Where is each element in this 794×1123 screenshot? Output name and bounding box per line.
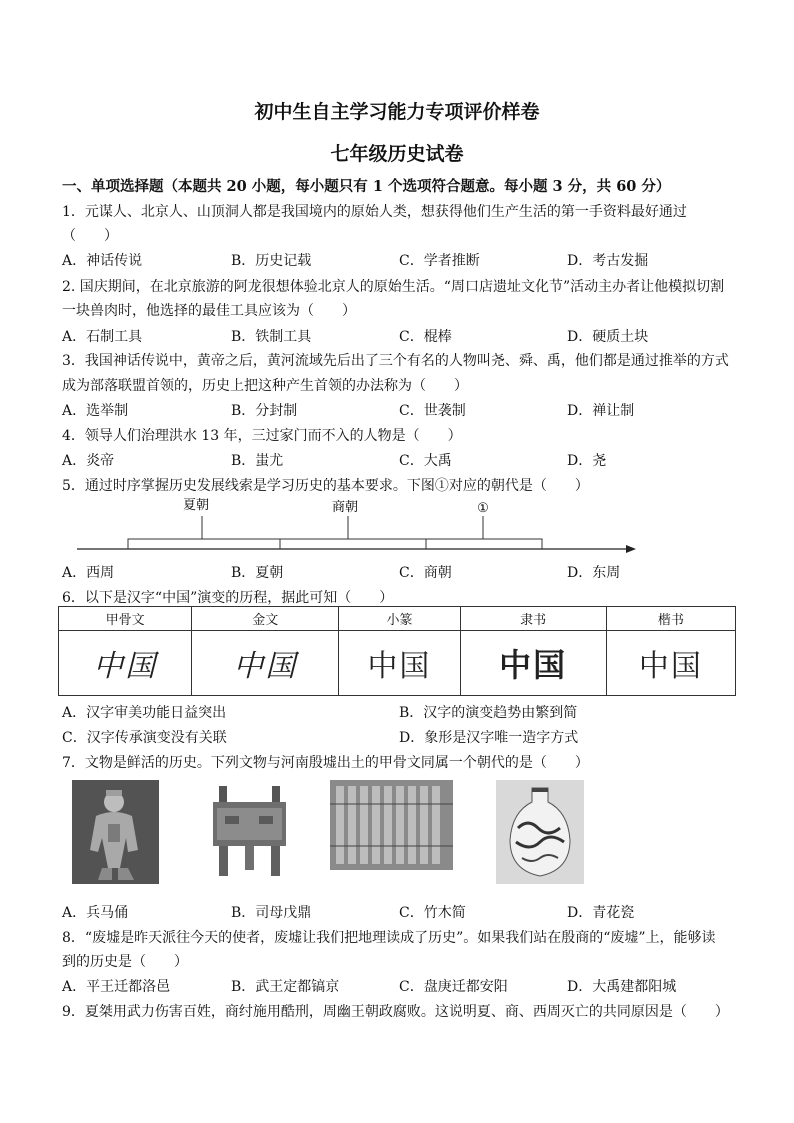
q1-option-b: B．历史记载 <box>231 253 312 269</box>
q2-option-b: B．铁制工具 <box>231 329 312 345</box>
glyph-small-seal <box>339 631 460 696</box>
q1-option-d: D．考古发掘 <box>567 253 649 269</box>
q7-option-c: C．竹木简 <box>399 905 466 921</box>
exam-title: 初中生自主学习能力专项评价样卷 <box>254 101 540 123</box>
timeline-bracket-xia <box>128 539 280 549</box>
blue-white-porcelain-photo <box>496 780 584 884</box>
header-clerical: 隶书 <box>460 607 606 631</box>
question-2-text: 2. 国庆期间，在北京旅游的阿龙很想体验北京人的原始生活。“周口店遗址文化节”活动主办者让他模拟切割 <box>62 279 725 295</box>
q7-option-a: A．兵马俑 <box>62 905 129 921</box>
script-evolution-table <box>58 606 736 696</box>
q4-option-a: A．炎帝 <box>62 453 115 469</box>
header-regular: 楷书 <box>606 607 735 631</box>
exam-subtitle: 七年级历史试卷 <box>330 143 464 165</box>
header-small-seal: 小篆 <box>339 607 460 631</box>
question-3-text-2: 成为部落联盟首领的，历史上把这种产生首领的办法称为（ ） <box>62 378 468 394</box>
q3-option-a: A．选举制 <box>62 403 129 419</box>
question-2-text-2: 一块兽肉时，他选择的最佳工具应该为（ ） <box>62 303 356 319</box>
q2-option-a: A．石制工具 <box>62 329 143 345</box>
header-bronze: 金文 <box>192 607 339 631</box>
question-8-text: 8．“废墟是昨天派往今天的使者，废墟让我们把地理读成了历史”。如果我们站在殷商的“废墟”上，能够读 <box>62 930 716 946</box>
q5-option-b: B．夏朝 <box>231 565 284 581</box>
simuwu-ding-photo <box>207 780 292 884</box>
question-3-text: 3．我国神话传说中，黄帝之后，黄河流域先后出了三个有名的人物叫尧、舜、禹，他们都是通过推举的方式 <box>62 353 729 369</box>
q7-option-b: B．司母戊鼎 <box>231 905 312 921</box>
question-5-text: 5．通过时序掌握历史发展线索是学习历史的基本要求。下图①对应的朝代是（ ） <box>62 478 589 494</box>
question-7-text: 7．文物是鲜活的历史。下列文物与河南殷墟出土的甲骨文同属一个朝代的是（ ） <box>62 755 589 771</box>
timeline-label-shang: 商朝 <box>331 500 359 515</box>
header-oracle-bone: 甲骨文 <box>59 607 192 631</box>
question-9-text: 9．夏桀用武力伤害百姓，商纣施用酷刑，周幽王朝政腐败。这说明夏、商、西周灭亡的共同原因是（ ） <box>62 1004 729 1020</box>
q5-option-a: A．西周 <box>62 565 115 581</box>
q7-option-d: D．青花瓷 <box>567 905 635 921</box>
terracotta-warrior-photo <box>72 780 159 884</box>
timeline-label-xia: 夏朝 <box>182 498 210 513</box>
q3-option-c: C．世袭制 <box>399 403 466 419</box>
bamboo-slips-photo <box>330 780 453 884</box>
q6-option-a: A．汉字审美功能日益突出 <box>62 705 227 721</box>
q5-option-d: D．东周 <box>567 565 621 581</box>
q2-option-c: C．棍棒 <box>399 329 452 345</box>
timeline-bracket-shang <box>280 539 426 549</box>
question-4-text: 4．领导人们治理洪水 13 年，三过家门而不入的人物是（ ） <box>62 428 462 444</box>
glyph-bronze <box>192 631 339 696</box>
glyph-oracle-bone <box>59 631 192 696</box>
glyph-regular <box>606 631 735 696</box>
q5-option-c: C．商朝 <box>399 565 452 581</box>
glyph-bronze-text: 中国 <box>233 649 298 684</box>
glyph-clerical-text: 中国 <box>499 647 568 683</box>
timeline-arrow <box>626 545 636 553</box>
q8-option-d: D．大禹建都阳城 <box>567 979 677 995</box>
q1-option-c: C．学者推断 <box>399 253 480 269</box>
q4-option-c: C．大禹 <box>399 453 452 469</box>
q4-option-d: D．尧 <box>567 453 607 469</box>
q6-option-d: D．象形是汉字唯一造字方式 <box>399 730 579 746</box>
glyph-small-seal-text: 中国 <box>367 649 432 684</box>
glyph-oracle-bone-text: 中国 <box>93 649 158 684</box>
question-1-text: 1．元谋人、北京人、山顶洞人都是我国境内的原始人类，想获得他们生产生活的第一手资料最好通过 <box>62 204 687 220</box>
q6-option-c: C．汉字传承演变没有关联 <box>62 730 227 746</box>
question-6-text: 6．以下是汉字“中国”演变的历程，据此可知（ ） <box>62 590 394 606</box>
q8-option-a: A．平王迁都洛邑 <box>62 979 171 995</box>
q8-option-c: C．盘庚迁都安阳 <box>399 979 508 995</box>
timeline-bracket-1 <box>426 539 542 549</box>
q3-option-b: B．分封制 <box>231 403 298 419</box>
question-8-text-2: 到的历史是（ ） <box>62 954 188 970</box>
q8-option-b: B．武王定都镐京 <box>231 979 340 995</box>
q3-option-d: D．禅让制 <box>567 403 635 419</box>
q4-option-b: B．蚩尤 <box>231 453 284 469</box>
q6-option-b: B．汉字的演变趋势由繁到简 <box>399 705 578 721</box>
glyph-regular-text: 中国 <box>638 650 703 683</box>
q1-option-a: A．神话传说 <box>62 253 143 269</box>
q2-option-d: D．硬质土块 <box>567 329 649 345</box>
section-heading: 一、单项选择题（本题共 20 小题，每小题只有 1 个选项符合题意。每小题 3 分，共 60 分） <box>62 178 671 195</box>
timeline-label-1: ① <box>477 501 489 516</box>
question-1-blank: （ ） <box>62 228 118 244</box>
glyph-clerical <box>460 631 606 696</box>
